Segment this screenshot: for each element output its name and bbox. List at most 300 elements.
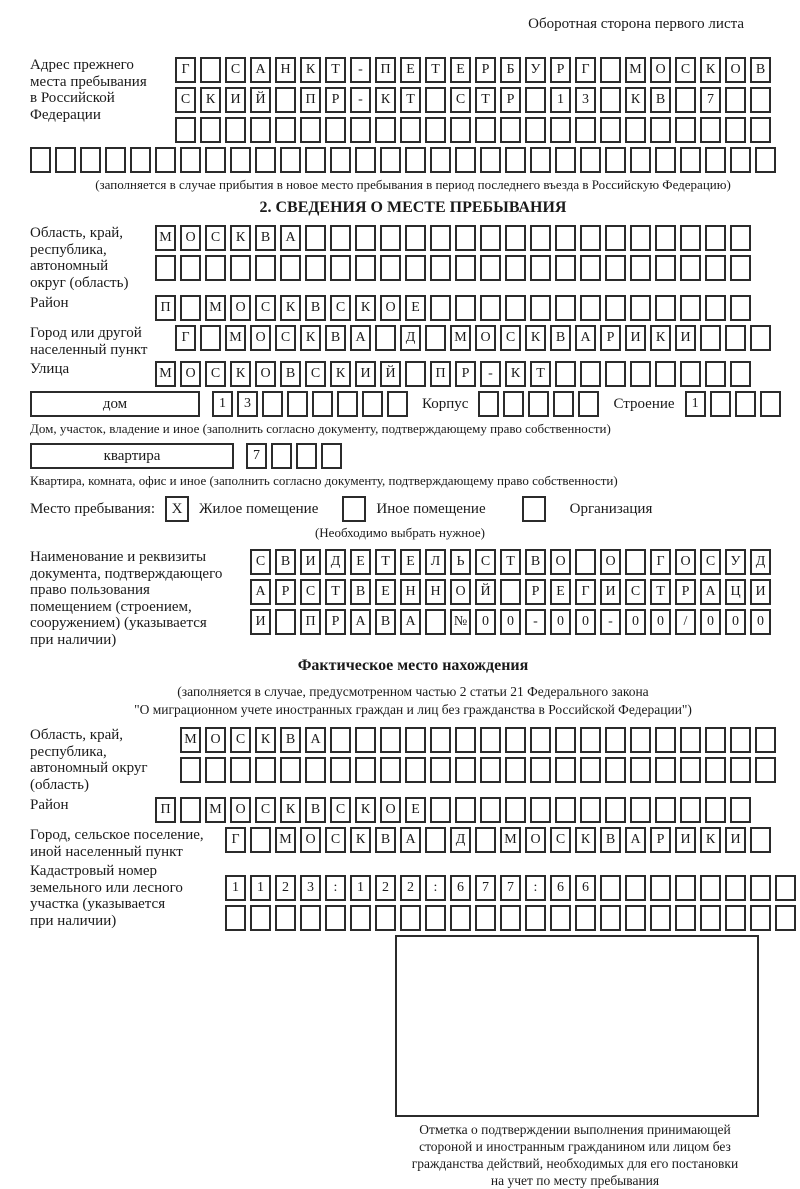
char-cell[interactable] — [255, 255, 276, 281]
char-cell[interactable]: С — [305, 361, 326, 387]
char-cell[interactable] — [630, 147, 651, 173]
char-cell[interactable] — [578, 391, 599, 417]
char-cell[interactable] — [400, 117, 421, 143]
char-cell[interactable] — [500, 905, 521, 931]
char-cell[interactable] — [605, 757, 626, 783]
char-cell[interactable] — [555, 361, 576, 387]
char-cell[interactable]: О — [300, 827, 321, 853]
char-cell[interactable] — [405, 757, 426, 783]
char-cell[interactable]: С — [250, 549, 271, 575]
char-cell[interactable]: 0 — [700, 609, 721, 635]
char-cell[interactable]: М — [500, 827, 521, 853]
char-cell[interactable] — [605, 225, 626, 251]
char-cell[interactable]: К — [230, 361, 251, 387]
char-cell[interactable] — [405, 225, 426, 251]
char-cell[interactable]: К — [700, 57, 721, 83]
char-cell[interactable]: Й — [475, 579, 496, 605]
char-cell[interactable]: Р — [550, 57, 571, 83]
char-cell[interactable] — [655, 295, 676, 321]
char-cell[interactable]: А — [575, 325, 596, 351]
char-cell[interactable]: Е — [350, 549, 371, 575]
char-cell[interactable]: Р — [600, 325, 621, 351]
char-cell[interactable] — [300, 905, 321, 931]
char-cell[interactable] — [680, 225, 701, 251]
char-cell[interactable] — [630, 255, 651, 281]
char-cell[interactable] — [650, 905, 671, 931]
char-cell[interactable]: Р — [475, 57, 496, 83]
char-cell[interactable] — [230, 255, 251, 281]
char-cell[interactable] — [600, 117, 621, 143]
char-cell[interactable]: Т — [475, 87, 496, 113]
char-cell[interactable] — [405, 727, 426, 753]
char-cell[interactable]: М — [625, 57, 646, 83]
char-cell[interactable]: К — [300, 57, 321, 83]
char-cell[interactable] — [530, 797, 551, 823]
char-cell[interactable] — [430, 225, 451, 251]
char-cell[interactable] — [478, 391, 499, 417]
char-cell[interactable]: К — [355, 295, 376, 321]
char-cell[interactable] — [330, 727, 351, 753]
char-cell[interactable] — [750, 875, 771, 901]
char-cell[interactable] — [503, 391, 524, 417]
char-cell[interactable] — [725, 87, 746, 113]
char-cell[interactable] — [205, 147, 226, 173]
char-cell[interactable]: № — [450, 609, 471, 635]
char-cell[interactable]: 1 — [685, 391, 706, 417]
char-cell[interactable] — [430, 797, 451, 823]
char-cell[interactable] — [505, 147, 526, 173]
char-cell[interactable]: 0 — [650, 609, 671, 635]
char-cell[interactable] — [205, 255, 226, 281]
char-cell[interactable] — [730, 727, 751, 753]
char-cell[interactable] — [550, 117, 571, 143]
char-cell[interactable]: Т — [650, 579, 671, 605]
char-cell[interactable]: А — [305, 727, 326, 753]
char-cell[interactable] — [755, 147, 776, 173]
char-cell[interactable] — [505, 757, 526, 783]
char-cell[interactable] — [650, 875, 671, 901]
char-cell[interactable]: Г — [650, 549, 671, 575]
char-cell[interactable] — [430, 255, 451, 281]
char-cell[interactable] — [530, 757, 551, 783]
char-cell[interactable] — [755, 757, 776, 783]
char-cell[interactable] — [475, 117, 496, 143]
char-cell[interactable]: К — [350, 827, 371, 853]
char-cell[interactable] — [425, 609, 446, 635]
char-cell[interactable] — [680, 727, 701, 753]
char-cell[interactable] — [355, 225, 376, 251]
char-cell[interactable]: Е — [450, 57, 471, 83]
char-cell[interactable]: С — [625, 579, 646, 605]
char-cell[interactable]: В — [550, 325, 571, 351]
char-cell[interactable]: С — [500, 325, 521, 351]
char-cell[interactable] — [750, 117, 771, 143]
char-cell[interactable] — [355, 255, 376, 281]
char-cell[interactable] — [80, 147, 101, 173]
char-cell[interactable]: К — [330, 361, 351, 387]
char-cell[interactable] — [250, 827, 271, 853]
char-cell[interactable] — [375, 117, 396, 143]
char-cell[interactable] — [250, 117, 271, 143]
char-cell[interactable]: В — [305, 797, 326, 823]
char-cell[interactable] — [480, 147, 501, 173]
char-cell[interactable] — [630, 225, 651, 251]
char-cell[interactable]: В — [305, 295, 326, 321]
char-cell[interactable]: И — [725, 827, 746, 853]
char-cell[interactable]: К — [650, 325, 671, 351]
char-cell[interactable]: Т — [325, 57, 346, 83]
char-cell[interactable] — [625, 875, 646, 901]
char-cell[interactable]: И — [625, 325, 646, 351]
char-cell[interactable]: Е — [550, 579, 571, 605]
char-cell[interactable]: С — [300, 579, 321, 605]
char-cell[interactable] — [605, 797, 626, 823]
char-cell[interactable]: А — [400, 827, 421, 853]
char-cell[interactable]: Ь — [450, 549, 471, 575]
char-cell[interactable] — [425, 905, 446, 931]
char-cell[interactable]: Е — [405, 797, 426, 823]
char-cell[interactable]: 7 — [500, 875, 521, 901]
char-cell[interactable]: Г — [575, 579, 596, 605]
char-cell[interactable] — [630, 727, 651, 753]
char-cell[interactable] — [705, 255, 726, 281]
char-cell[interactable] — [700, 325, 721, 351]
char-cell[interactable]: 1 — [225, 875, 246, 901]
char-cell[interactable]: 0 — [475, 609, 496, 635]
char-cell[interactable] — [575, 905, 596, 931]
char-cell[interactable] — [675, 87, 696, 113]
char-cell[interactable] — [705, 727, 726, 753]
char-cell[interactable] — [455, 255, 476, 281]
char-cell[interactable] — [630, 295, 651, 321]
char-cell[interactable]: П — [300, 609, 321, 635]
char-cell[interactable]: Р — [650, 827, 671, 853]
char-cell[interactable] — [580, 361, 601, 387]
char-cell[interactable]: И — [225, 87, 246, 113]
char-cell[interactable]: С — [330, 797, 351, 823]
char-cell[interactable]: О — [600, 549, 621, 575]
char-cell[interactable]: 1 — [550, 87, 571, 113]
char-cell[interactable] — [525, 905, 546, 931]
char-cell[interactable]: М — [275, 827, 296, 853]
char-cell[interactable]: - — [350, 87, 371, 113]
char-cell[interactable]: В — [350, 579, 371, 605]
char-cell[interactable]: У — [725, 549, 746, 575]
char-cell[interactable]: К — [575, 827, 596, 853]
char-cell[interactable] — [480, 757, 501, 783]
char-cell[interactable]: 0 — [550, 609, 571, 635]
char-cell[interactable] — [755, 727, 776, 753]
char-cell[interactable] — [350, 117, 371, 143]
char-cell[interactable] — [680, 147, 701, 173]
char-cell[interactable]: - — [600, 609, 621, 635]
char-cell[interactable] — [705, 147, 726, 173]
char-cell[interactable]: В — [375, 609, 396, 635]
char-cell[interactable] — [630, 757, 651, 783]
char-cell[interactable] — [760, 391, 781, 417]
char-cell[interactable] — [625, 549, 646, 575]
char-cell[interactable] — [255, 147, 276, 173]
char-cell[interactable] — [430, 295, 451, 321]
char-cell[interactable] — [455, 225, 476, 251]
char-cell[interactable]: К — [255, 727, 276, 753]
char-cell[interactable]: Г — [175, 325, 196, 351]
char-cell[interactable]: Е — [400, 549, 421, 575]
char-cell[interactable]: О — [250, 325, 271, 351]
char-cell[interactable] — [705, 797, 726, 823]
char-cell[interactable]: О — [180, 361, 201, 387]
char-cell[interactable]: К — [280, 797, 301, 823]
char-cell[interactable] — [580, 797, 601, 823]
char-cell[interactable] — [525, 87, 546, 113]
char-cell[interactable] — [230, 757, 251, 783]
char-cell[interactable]: Д — [325, 549, 346, 575]
char-cell[interactable] — [680, 757, 701, 783]
char-cell[interactable] — [530, 727, 551, 753]
char-cell[interactable] — [480, 727, 501, 753]
char-cell[interactable] — [321, 443, 342, 469]
char-cell[interactable]: О — [475, 325, 496, 351]
char-cell[interactable]: А — [250, 57, 271, 83]
char-cell[interactable] — [655, 255, 676, 281]
char-cell[interactable] — [105, 147, 126, 173]
char-cell[interactable]: О — [255, 361, 276, 387]
char-cell[interactable] — [528, 391, 549, 417]
char-cell[interactable] — [530, 295, 551, 321]
char-cell[interactable] — [375, 325, 396, 351]
char-cell[interactable]: С — [325, 827, 346, 853]
char-cell[interactable] — [725, 325, 746, 351]
char-cell[interactable] — [705, 757, 726, 783]
char-cell[interactable]: 1 — [250, 875, 271, 901]
char-cell[interactable]: : — [425, 875, 446, 901]
char-cell[interactable] — [337, 391, 358, 417]
char-cell[interactable]: О — [230, 797, 251, 823]
char-cell[interactable]: - — [350, 57, 371, 83]
char-cell[interactable] — [180, 295, 201, 321]
char-cell[interactable] — [600, 57, 621, 83]
char-cell[interactable] — [500, 117, 521, 143]
char-cell[interactable] — [400, 905, 421, 931]
char-cell[interactable]: 0 — [725, 609, 746, 635]
char-cell[interactable] — [250, 905, 271, 931]
char-cell[interactable] — [200, 117, 221, 143]
char-cell[interactable] — [555, 225, 576, 251]
char-cell[interactable] — [725, 875, 746, 901]
char-cell[interactable]: С — [700, 549, 721, 575]
char-cell[interactable]: С — [255, 797, 276, 823]
char-cell[interactable]: Д — [400, 325, 421, 351]
char-cell[interactable]: В — [275, 549, 296, 575]
char-cell[interactable]: Р — [325, 87, 346, 113]
char-cell[interactable] — [735, 391, 756, 417]
char-cell[interactable] — [600, 905, 621, 931]
char-cell[interactable] — [405, 361, 426, 387]
char-cell[interactable] — [296, 443, 317, 469]
char-cell[interactable] — [305, 255, 326, 281]
char-cell[interactable]: И — [675, 325, 696, 351]
char-cell[interactable]: М — [180, 727, 201, 753]
char-cell[interactable]: К — [505, 361, 526, 387]
char-cell[interactable] — [305, 757, 326, 783]
char-cell[interactable] — [705, 295, 726, 321]
stay-type-checkbox-residential[interactable]: X — [165, 496, 189, 522]
char-cell[interactable]: К — [230, 225, 251, 251]
char-cell[interactable] — [30, 147, 51, 173]
char-cell[interactable]: Д — [750, 549, 771, 575]
char-cell[interactable] — [425, 117, 446, 143]
char-cell[interactable]: В — [280, 361, 301, 387]
char-cell[interactable]: Е — [375, 579, 396, 605]
char-cell[interactable] — [387, 391, 408, 417]
char-cell[interactable]: С — [255, 295, 276, 321]
char-cell[interactable]: О — [725, 57, 746, 83]
char-cell[interactable] — [675, 117, 696, 143]
char-cell[interactable]: К — [200, 87, 221, 113]
char-cell[interactable]: С — [330, 295, 351, 321]
char-cell[interactable]: 2 — [400, 875, 421, 901]
char-cell[interactable] — [555, 727, 576, 753]
char-cell[interactable]: 7 — [700, 87, 721, 113]
char-cell[interactable]: О — [230, 295, 251, 321]
char-cell[interactable]: У — [525, 57, 546, 83]
char-cell[interactable] — [750, 325, 771, 351]
char-cell[interactable] — [580, 295, 601, 321]
char-cell[interactable]: Т — [325, 579, 346, 605]
char-cell[interactable] — [530, 147, 551, 173]
char-cell[interactable] — [380, 255, 401, 281]
char-cell[interactable]: Г — [575, 57, 596, 83]
char-cell[interactable] — [600, 875, 621, 901]
char-cell[interactable] — [605, 361, 626, 387]
char-cell[interactable] — [350, 905, 371, 931]
char-cell[interactable] — [655, 361, 676, 387]
char-cell[interactable]: 3 — [575, 87, 596, 113]
char-cell[interactable] — [600, 87, 621, 113]
char-cell[interactable]: Р — [675, 579, 696, 605]
char-cell[interactable]: А — [250, 579, 271, 605]
char-cell[interactable] — [455, 757, 476, 783]
char-cell[interactable] — [730, 225, 751, 251]
char-cell[interactable]: С — [205, 361, 226, 387]
char-cell[interactable]: К — [700, 827, 721, 853]
stay-type-checkbox-organization[interactable] — [522, 496, 546, 522]
char-cell[interactable]: П — [155, 797, 176, 823]
char-cell[interactable] — [455, 295, 476, 321]
char-cell[interactable] — [505, 225, 526, 251]
char-cell[interactable]: И — [750, 579, 771, 605]
char-cell[interactable] — [405, 147, 426, 173]
char-cell[interactable] — [355, 727, 376, 753]
char-cell[interactable]: 0 — [500, 609, 521, 635]
char-cell[interactable]: С — [450, 87, 471, 113]
char-cell[interactable]: И — [300, 549, 321, 575]
char-cell[interactable]: С — [175, 87, 196, 113]
char-cell[interactable]: К — [375, 87, 396, 113]
char-cell[interactable] — [430, 757, 451, 783]
char-cell[interactable]: Т — [375, 549, 396, 575]
char-cell[interactable]: О — [180, 225, 201, 251]
char-cell[interactable]: С — [230, 727, 251, 753]
char-cell[interactable] — [275, 609, 296, 635]
char-cell[interactable] — [425, 87, 446, 113]
char-cell[interactable]: Р — [455, 361, 476, 387]
char-cell[interactable]: А — [350, 609, 371, 635]
char-cell[interactable] — [655, 147, 676, 173]
char-cell[interactable] — [655, 727, 676, 753]
char-cell[interactable]: 0 — [625, 609, 646, 635]
char-cell[interactable] — [505, 727, 526, 753]
char-cell[interactable] — [680, 797, 701, 823]
char-cell[interactable]: 3 — [300, 875, 321, 901]
char-cell[interactable] — [700, 117, 721, 143]
char-cell[interactable] — [300, 117, 321, 143]
char-cell[interactable] — [505, 255, 526, 281]
char-cell[interactable]: Т — [500, 549, 521, 575]
char-cell[interactable] — [280, 757, 301, 783]
char-cell[interactable] — [275, 87, 296, 113]
char-cell[interactable] — [730, 147, 751, 173]
char-cell[interactable]: О — [650, 57, 671, 83]
char-cell[interactable] — [700, 875, 721, 901]
char-cell[interactable] — [575, 117, 596, 143]
char-cell[interactable]: М — [155, 361, 176, 387]
char-cell[interactable] — [675, 905, 696, 931]
char-cell[interactable]: С — [205, 225, 226, 251]
char-cell[interactable]: П — [430, 361, 451, 387]
char-cell[interactable] — [625, 117, 646, 143]
char-cell[interactable] — [475, 905, 496, 931]
char-cell[interactable]: В — [325, 325, 346, 351]
char-cell[interactable] — [705, 225, 726, 251]
char-cell[interactable]: О — [675, 549, 696, 575]
char-cell[interactable] — [330, 255, 351, 281]
char-cell[interactable] — [655, 797, 676, 823]
char-cell[interactable] — [680, 361, 701, 387]
char-cell[interactable]: Р — [525, 579, 546, 605]
char-cell[interactable] — [275, 905, 296, 931]
char-cell[interactable]: В — [375, 827, 396, 853]
char-cell[interactable] — [355, 757, 376, 783]
char-cell[interactable]: К — [525, 325, 546, 351]
char-cell[interactable] — [505, 295, 526, 321]
char-cell[interactable]: П — [155, 295, 176, 321]
char-cell[interactable] — [225, 905, 246, 931]
char-cell[interactable]: - — [480, 361, 501, 387]
char-cell[interactable]: Т — [400, 87, 421, 113]
char-cell[interactable]: М — [225, 325, 246, 351]
char-cell[interactable]: О — [550, 549, 571, 575]
char-cell[interactable]: А — [280, 225, 301, 251]
char-cell[interactable] — [530, 255, 551, 281]
char-cell[interactable] — [725, 117, 746, 143]
char-cell[interactable] — [380, 225, 401, 251]
char-cell[interactable] — [750, 905, 771, 931]
char-cell[interactable] — [580, 225, 601, 251]
char-cell[interactable]: Л — [425, 549, 446, 575]
char-cell[interactable]: Г — [175, 57, 196, 83]
char-cell[interactable] — [230, 147, 251, 173]
char-cell[interactable] — [330, 757, 351, 783]
char-cell[interactable] — [680, 295, 701, 321]
char-cell[interactable]: В — [255, 225, 276, 251]
char-cell[interactable]: К — [280, 295, 301, 321]
char-cell[interactable]: 0 — [575, 609, 596, 635]
char-cell[interactable]: А — [625, 827, 646, 853]
char-cell[interactable]: И — [355, 361, 376, 387]
char-cell[interactable] — [625, 905, 646, 931]
char-cell[interactable]: О — [525, 827, 546, 853]
